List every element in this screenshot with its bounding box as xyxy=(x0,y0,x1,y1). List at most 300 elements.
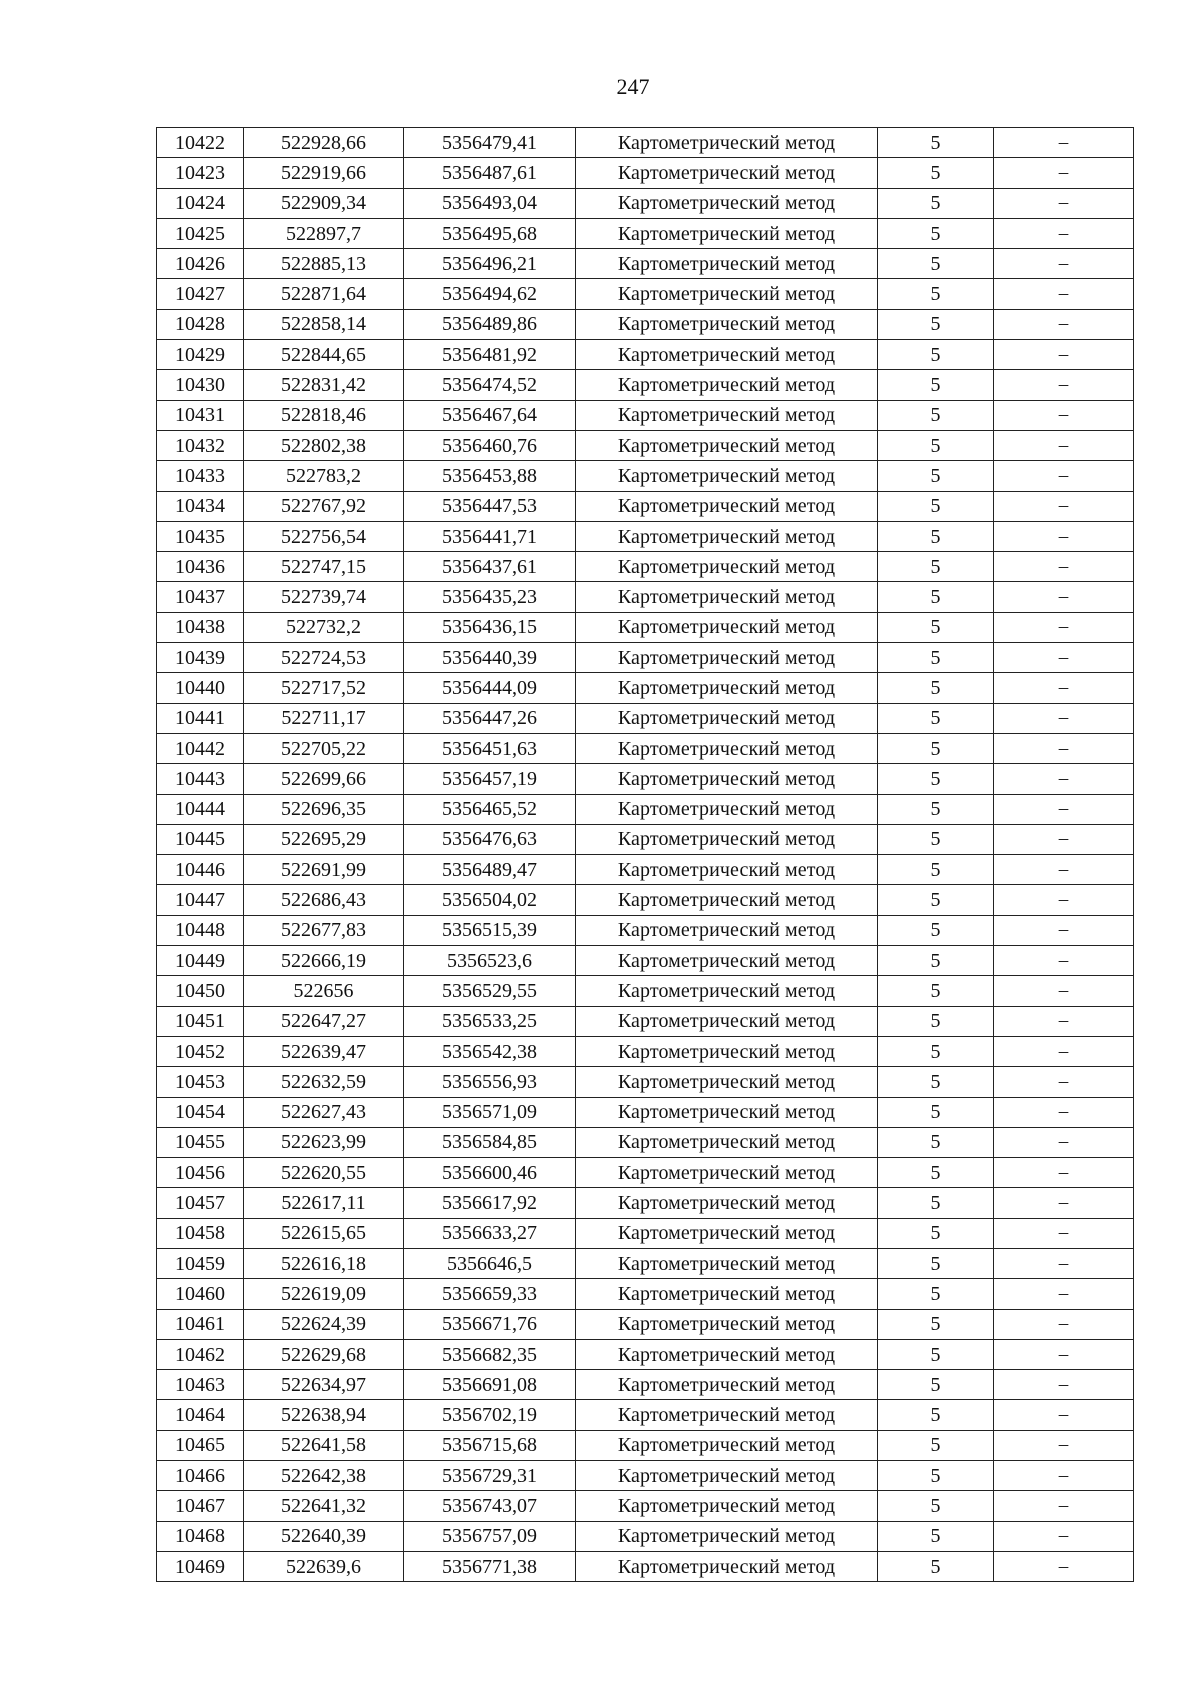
x-coordinate-cell: 522639,47 xyxy=(244,1036,404,1066)
table-row xyxy=(157,582,1134,612)
table-row xyxy=(157,1339,1134,1369)
y-coordinate-cell: 5356474,52 xyxy=(404,370,576,400)
method-cell: Картометрический метод xyxy=(576,1036,878,1066)
x-coordinate-cell: 522724,53 xyxy=(244,643,404,673)
accuracy-cell: 5 xyxy=(878,430,994,460)
point-number-cell: 10423 xyxy=(157,158,244,188)
x-coordinate-cell: 522844,65 xyxy=(244,340,404,370)
x-coordinate-cell: 522617,11 xyxy=(244,1188,404,1218)
table-row xyxy=(157,885,1134,915)
y-coordinate-cell: 5356600,46 xyxy=(404,1158,576,1188)
point-number-cell: 10453 xyxy=(157,1067,244,1097)
accuracy-cell: 5 xyxy=(878,582,994,612)
method-cell: Картометрический метод xyxy=(576,673,878,703)
x-coordinate-cell: 522909,34 xyxy=(244,188,404,218)
table-row xyxy=(157,976,1134,1006)
table-row xyxy=(157,1491,1134,1521)
point-number-cell: 10436 xyxy=(157,552,244,582)
y-coordinate-cell: 5356489,47 xyxy=(404,855,576,885)
table-row xyxy=(157,764,1134,794)
table-row xyxy=(157,552,1134,582)
x-coordinate-cell: 522624,39 xyxy=(244,1309,404,1339)
y-coordinate-cell: 5356757,09 xyxy=(404,1521,576,1551)
table-row xyxy=(157,340,1134,370)
accuracy-cell: 5 xyxy=(878,612,994,642)
point-number-cell: 10425 xyxy=(157,218,244,248)
y-coordinate-cell: 5356441,71 xyxy=(404,521,576,551)
point-number-cell: 10451 xyxy=(157,1006,244,1036)
table-row xyxy=(157,1248,1134,1278)
method-cell: Картометрический метод xyxy=(576,521,878,551)
point-number-cell: 10445 xyxy=(157,824,244,854)
description-cell: – xyxy=(994,1158,1134,1188)
method-cell: Картометрический метод xyxy=(576,733,878,763)
point-number-cell: 10458 xyxy=(157,1218,244,1248)
description-cell: – xyxy=(994,946,1134,976)
table-row xyxy=(157,1127,1134,1157)
method-cell: Картометрический метод xyxy=(576,794,878,824)
description-cell: – xyxy=(994,582,1134,612)
table-row xyxy=(157,1158,1134,1188)
table-row xyxy=(157,824,1134,854)
x-coordinate-cell: 522699,66 xyxy=(244,764,404,794)
accuracy-cell: 5 xyxy=(878,279,994,309)
y-coordinate-cell: 5356529,55 xyxy=(404,976,576,1006)
x-coordinate-cell: 522818,46 xyxy=(244,400,404,430)
point-number-cell: 10467 xyxy=(157,1491,244,1521)
method-cell: Картометрический метод xyxy=(576,340,878,370)
accuracy-cell: 5 xyxy=(878,491,994,521)
y-coordinate-cell: 5356465,52 xyxy=(404,794,576,824)
accuracy-cell: 5 xyxy=(878,915,994,945)
x-coordinate-cell: 522647,27 xyxy=(244,1006,404,1036)
x-coordinate-cell: 522691,99 xyxy=(244,855,404,885)
x-coordinate-cell: 522696,35 xyxy=(244,794,404,824)
point-number-cell: 10456 xyxy=(157,1158,244,1188)
y-coordinate-cell: 5356691,08 xyxy=(404,1370,576,1400)
y-coordinate-cell: 5356556,93 xyxy=(404,1067,576,1097)
accuracy-cell: 5 xyxy=(878,1067,994,1097)
method-cell: Картометрический метод xyxy=(576,1551,878,1581)
table-row xyxy=(157,733,1134,763)
y-coordinate-cell: 5356437,61 xyxy=(404,552,576,582)
table-row xyxy=(157,491,1134,521)
x-coordinate-cell: 522783,2 xyxy=(244,461,404,491)
y-coordinate-cell: 5356493,04 xyxy=(404,188,576,218)
x-coordinate-cell: 522858,14 xyxy=(244,309,404,339)
point-number-cell: 10461 xyxy=(157,1309,244,1339)
method-cell: Картометрический метод xyxy=(576,158,878,188)
y-coordinate-cell: 5356515,39 xyxy=(404,915,576,945)
method-cell: Картометрический метод xyxy=(576,1461,878,1491)
y-coordinate-cell: 5356476,63 xyxy=(404,824,576,854)
table-row xyxy=(157,370,1134,400)
accuracy-cell: 5 xyxy=(878,1430,994,1460)
x-coordinate-cell: 522756,54 xyxy=(244,521,404,551)
y-coordinate-cell: 5356633,27 xyxy=(404,1218,576,1248)
table-row xyxy=(157,461,1134,491)
point-number-cell: 10460 xyxy=(157,1279,244,1309)
table-row xyxy=(157,309,1134,339)
accuracy-cell: 5 xyxy=(878,1127,994,1157)
table-row xyxy=(157,703,1134,733)
y-coordinate-cell: 5356479,41 xyxy=(404,128,576,158)
x-coordinate-cell: 522739,74 xyxy=(244,582,404,612)
table-row xyxy=(157,128,1134,158)
y-coordinate-cell: 5356523,6 xyxy=(404,946,576,976)
y-coordinate-cell: 5356743,07 xyxy=(404,1491,576,1521)
method-cell: Картометрический метод xyxy=(576,1279,878,1309)
x-coordinate-cell: 522732,2 xyxy=(244,612,404,642)
table-row xyxy=(157,1188,1134,1218)
method-cell: Картометрический метод xyxy=(576,1309,878,1339)
y-coordinate-cell: 5356435,23 xyxy=(404,582,576,612)
point-number-cell: 10448 xyxy=(157,915,244,945)
accuracy-cell: 5 xyxy=(878,1521,994,1551)
table-row xyxy=(157,1400,1134,1430)
description-cell: – xyxy=(994,521,1134,551)
method-cell: Картометрический метод xyxy=(576,309,878,339)
accuracy-cell: 5 xyxy=(878,1491,994,1521)
description-cell: – xyxy=(994,370,1134,400)
x-coordinate-cell: 522919,66 xyxy=(244,158,404,188)
coordinates-table-body xyxy=(157,128,1134,1582)
x-coordinate-cell: 522928,66 xyxy=(244,128,404,158)
table-row xyxy=(157,612,1134,642)
description-cell: – xyxy=(994,249,1134,279)
y-coordinate-cell: 5356715,68 xyxy=(404,1430,576,1460)
x-coordinate-cell: 522767,92 xyxy=(244,491,404,521)
x-coordinate-cell: 522802,38 xyxy=(244,430,404,460)
y-coordinate-cell: 5356542,38 xyxy=(404,1036,576,1066)
method-cell: Картометрический метод xyxy=(576,552,878,582)
method-cell: Картометрический метод xyxy=(576,855,878,885)
x-coordinate-cell: 522695,29 xyxy=(244,824,404,854)
y-coordinate-cell: 5356444,09 xyxy=(404,673,576,703)
table-row xyxy=(157,1551,1134,1581)
method-cell: Картометрический метод xyxy=(576,1370,878,1400)
accuracy-cell: 5 xyxy=(878,249,994,279)
accuracy-cell: 5 xyxy=(878,673,994,703)
description-cell: – xyxy=(994,1097,1134,1127)
method-cell: Картометрический метод xyxy=(576,1400,878,1430)
accuracy-cell: 5 xyxy=(878,521,994,551)
description-cell: – xyxy=(994,1461,1134,1491)
description-cell: – xyxy=(994,764,1134,794)
point-number-cell: 10450 xyxy=(157,976,244,1006)
y-coordinate-cell: 5356460,76 xyxy=(404,430,576,460)
table-row xyxy=(157,1309,1134,1339)
accuracy-cell: 5 xyxy=(878,794,994,824)
x-coordinate-cell: 522616,18 xyxy=(244,1248,404,1278)
table-row xyxy=(157,1370,1134,1400)
description-cell: – xyxy=(994,673,1134,703)
method-cell: Картометрический метод xyxy=(576,430,878,460)
page-number: 247 xyxy=(616,74,650,99)
point-number-cell: 10440 xyxy=(157,673,244,703)
point-number-cell: 10443 xyxy=(157,764,244,794)
method-cell: Картометрический метод xyxy=(576,1521,878,1551)
accuracy-cell: 5 xyxy=(878,1097,994,1127)
method-cell: Картометрический метод xyxy=(576,612,878,642)
method-cell: Картометрический метод xyxy=(576,1067,878,1097)
y-coordinate-cell: 5356671,76 xyxy=(404,1309,576,1339)
coordinates-table xyxy=(156,127,1134,1582)
point-number-cell: 10455 xyxy=(157,1127,244,1157)
method-cell: Картометрический метод xyxy=(576,1218,878,1248)
accuracy-cell: 5 xyxy=(878,824,994,854)
description-cell: – xyxy=(994,188,1134,218)
x-coordinate-cell: 522747,15 xyxy=(244,552,404,582)
point-number-cell: 10447 xyxy=(157,885,244,915)
x-coordinate-cell: 522677,83 xyxy=(244,915,404,945)
y-coordinate-cell: 5356504,02 xyxy=(404,885,576,915)
point-number-cell: 10468 xyxy=(157,1521,244,1551)
method-cell: Картометрический метод xyxy=(576,1127,878,1157)
y-coordinate-cell: 5356702,19 xyxy=(404,1400,576,1430)
point-number-cell: 10459 xyxy=(157,1248,244,1278)
x-coordinate-cell: 522871,64 xyxy=(244,279,404,309)
point-number-cell: 10465 xyxy=(157,1430,244,1460)
point-number-cell: 10446 xyxy=(157,855,244,885)
description-cell: – xyxy=(994,461,1134,491)
x-coordinate-cell: 522641,32 xyxy=(244,1491,404,1521)
description-cell: – xyxy=(994,158,1134,188)
method-cell: Картометрический метод xyxy=(576,915,878,945)
y-coordinate-cell: 5356489,86 xyxy=(404,309,576,339)
description-cell: – xyxy=(994,400,1134,430)
method-cell: Картометрический метод xyxy=(576,218,878,248)
table-row xyxy=(157,794,1134,824)
x-coordinate-cell: 522629,68 xyxy=(244,1339,404,1369)
description-cell: – xyxy=(994,1551,1134,1581)
accuracy-cell: 5 xyxy=(878,218,994,248)
method-cell: Картометрический метод xyxy=(576,1248,878,1278)
point-number-cell: 10449 xyxy=(157,946,244,976)
table-row xyxy=(157,158,1134,188)
description-cell: – xyxy=(994,1521,1134,1551)
accuracy-cell: 5 xyxy=(878,1248,994,1278)
table-row xyxy=(157,1279,1134,1309)
method-cell: Картометрический метод xyxy=(576,1339,878,1369)
accuracy-cell: 5 xyxy=(878,1339,994,1369)
point-number-cell: 10424 xyxy=(157,188,244,218)
x-coordinate-cell: 522686,43 xyxy=(244,885,404,915)
table-row xyxy=(157,249,1134,279)
description-cell: – xyxy=(994,794,1134,824)
point-number-cell: 10469 xyxy=(157,1551,244,1581)
y-coordinate-cell: 5356659,33 xyxy=(404,1279,576,1309)
point-number-cell: 10430 xyxy=(157,370,244,400)
table-row xyxy=(157,915,1134,945)
table-row xyxy=(157,1521,1134,1551)
method-cell: Картометрический метод xyxy=(576,1158,878,1188)
point-number-cell: 10426 xyxy=(157,249,244,279)
method-cell: Картометрический метод xyxy=(576,370,878,400)
x-coordinate-cell: 522615,65 xyxy=(244,1218,404,1248)
accuracy-cell: 5 xyxy=(878,855,994,885)
accuracy-cell: 5 xyxy=(878,1551,994,1581)
table-row xyxy=(157,855,1134,885)
accuracy-cell: 5 xyxy=(878,976,994,1006)
y-coordinate-cell: 5356447,53 xyxy=(404,491,576,521)
x-coordinate-cell: 522885,13 xyxy=(244,249,404,279)
x-coordinate-cell: 522619,09 xyxy=(244,1279,404,1309)
y-coordinate-cell: 5356440,39 xyxy=(404,643,576,673)
description-cell: – xyxy=(994,855,1134,885)
description-cell: – xyxy=(994,915,1134,945)
accuracy-cell: 5 xyxy=(878,340,994,370)
description-cell: – xyxy=(994,703,1134,733)
accuracy-cell: 5 xyxy=(878,1218,994,1248)
method-cell: Картометрический метод xyxy=(576,582,878,612)
x-coordinate-cell: 522831,42 xyxy=(244,370,404,400)
method-cell: Картометрический метод xyxy=(576,976,878,1006)
point-number-cell: 10428 xyxy=(157,309,244,339)
y-coordinate-cell: 5356584,85 xyxy=(404,1127,576,1157)
x-coordinate-cell: 522642,38 xyxy=(244,1461,404,1491)
point-number-cell: 10464 xyxy=(157,1400,244,1430)
method-cell: Картометрический метод xyxy=(576,764,878,794)
method-cell: Картометрический метод xyxy=(576,1430,878,1460)
table-row xyxy=(157,643,1134,673)
description-cell: – xyxy=(994,1309,1134,1339)
method-cell: Картометрический метод xyxy=(576,703,878,733)
method-cell: Картометрический метод xyxy=(576,188,878,218)
accuracy-cell: 5 xyxy=(878,733,994,763)
y-coordinate-cell: 5356571,09 xyxy=(404,1097,576,1127)
description-cell: – xyxy=(994,1339,1134,1369)
x-coordinate-cell: 522640,39 xyxy=(244,1521,404,1551)
point-number-cell: 10454 xyxy=(157,1097,244,1127)
method-cell: Картометрический метод xyxy=(576,249,878,279)
method-cell: Картометрический метод xyxy=(576,1097,878,1127)
description-cell: – xyxy=(994,279,1134,309)
accuracy-cell: 5 xyxy=(878,1309,994,1339)
accuracy-cell: 5 xyxy=(878,946,994,976)
accuracy-cell: 5 xyxy=(878,1461,994,1491)
x-coordinate-cell: 522666,19 xyxy=(244,946,404,976)
x-coordinate-cell: 522639,6 xyxy=(244,1551,404,1581)
description-cell: – xyxy=(994,218,1134,248)
method-cell: Картометрический метод xyxy=(576,128,878,158)
description-cell: – xyxy=(994,309,1134,339)
description-cell: – xyxy=(994,824,1134,854)
description-cell: – xyxy=(994,1127,1134,1157)
y-coordinate-cell: 5356496,21 xyxy=(404,249,576,279)
x-coordinate-cell: 522717,52 xyxy=(244,673,404,703)
y-coordinate-cell: 5356617,92 xyxy=(404,1188,576,1218)
accuracy-cell: 5 xyxy=(878,1188,994,1218)
y-coordinate-cell: 5356646,5 xyxy=(404,1248,576,1278)
y-coordinate-cell: 5356495,68 xyxy=(404,218,576,248)
accuracy-cell: 5 xyxy=(878,461,994,491)
point-number-cell: 10466 xyxy=(157,1461,244,1491)
method-cell: Картометрический метод xyxy=(576,946,878,976)
point-number-cell: 10452 xyxy=(157,1036,244,1066)
description-cell: – xyxy=(994,430,1134,460)
accuracy-cell: 5 xyxy=(878,158,994,188)
description-cell: – xyxy=(994,1036,1134,1066)
y-coordinate-cell: 5356729,31 xyxy=(404,1461,576,1491)
point-number-cell: 10463 xyxy=(157,1370,244,1400)
accuracy-cell: 5 xyxy=(878,703,994,733)
y-coordinate-cell: 5356447,26 xyxy=(404,703,576,733)
description-cell: – xyxy=(994,612,1134,642)
x-coordinate-cell: 522705,22 xyxy=(244,733,404,763)
accuracy-cell: 5 xyxy=(878,1279,994,1309)
y-coordinate-cell: 5356533,25 xyxy=(404,1006,576,1036)
table-row xyxy=(157,1097,1134,1127)
y-coordinate-cell: 5356453,88 xyxy=(404,461,576,491)
description-cell: – xyxy=(994,885,1134,915)
x-coordinate-cell: 522656 xyxy=(244,976,404,1006)
table-row xyxy=(157,673,1134,703)
x-coordinate-cell: 522632,59 xyxy=(244,1067,404,1097)
y-coordinate-cell: 5356436,15 xyxy=(404,612,576,642)
accuracy-cell: 5 xyxy=(878,188,994,218)
description-cell: – xyxy=(994,643,1134,673)
method-cell: Картометрический метод xyxy=(576,1188,878,1218)
point-number-cell: 10441 xyxy=(157,703,244,733)
y-coordinate-cell: 5356467,64 xyxy=(404,400,576,430)
description-cell: – xyxy=(994,1279,1134,1309)
point-number-cell: 10442 xyxy=(157,733,244,763)
table-row xyxy=(157,521,1134,551)
x-coordinate-cell: 522620,55 xyxy=(244,1158,404,1188)
x-coordinate-cell: 522627,43 xyxy=(244,1097,404,1127)
method-cell: Картометрический метод xyxy=(576,491,878,521)
accuracy-cell: 5 xyxy=(878,643,994,673)
method-cell: Картометрический метод xyxy=(576,824,878,854)
table-row xyxy=(157,400,1134,430)
accuracy-cell: 5 xyxy=(878,400,994,430)
x-coordinate-cell: 522638,94 xyxy=(244,1400,404,1430)
method-cell: Картометрический метод xyxy=(576,279,878,309)
point-number-cell: 10435 xyxy=(157,521,244,551)
description-cell: – xyxy=(994,1248,1134,1278)
y-coordinate-cell: 5356457,19 xyxy=(404,764,576,794)
accuracy-cell: 5 xyxy=(878,1158,994,1188)
y-coordinate-cell: 5356494,62 xyxy=(404,279,576,309)
table-row xyxy=(157,279,1134,309)
point-number-cell: 10427 xyxy=(157,279,244,309)
method-cell: Картометрический метод xyxy=(576,885,878,915)
x-coordinate-cell: 522623,99 xyxy=(244,1127,404,1157)
table-row xyxy=(157,946,1134,976)
point-number-cell: 10457 xyxy=(157,1188,244,1218)
point-number-cell: 10437 xyxy=(157,582,244,612)
x-coordinate-cell: 522634,97 xyxy=(244,1370,404,1400)
description-cell: – xyxy=(994,976,1134,1006)
description-cell: – xyxy=(994,1430,1134,1460)
accuracy-cell: 5 xyxy=(878,1400,994,1430)
table-row xyxy=(157,218,1134,248)
method-cell: Картометрический метод xyxy=(576,643,878,673)
accuracy-cell: 5 xyxy=(878,128,994,158)
y-coordinate-cell: 5356487,61 xyxy=(404,158,576,188)
point-number-cell: 10433 xyxy=(157,461,244,491)
accuracy-cell: 5 xyxy=(878,552,994,582)
point-number-cell: 10432 xyxy=(157,430,244,460)
description-cell: – xyxy=(994,340,1134,370)
y-coordinate-cell: 5356481,92 xyxy=(404,340,576,370)
point-number-cell: 10429 xyxy=(157,340,244,370)
point-number-cell: 10444 xyxy=(157,794,244,824)
description-cell: – xyxy=(994,1188,1134,1218)
accuracy-cell: 5 xyxy=(878,370,994,400)
y-coordinate-cell: 5356771,38 xyxy=(404,1551,576,1581)
